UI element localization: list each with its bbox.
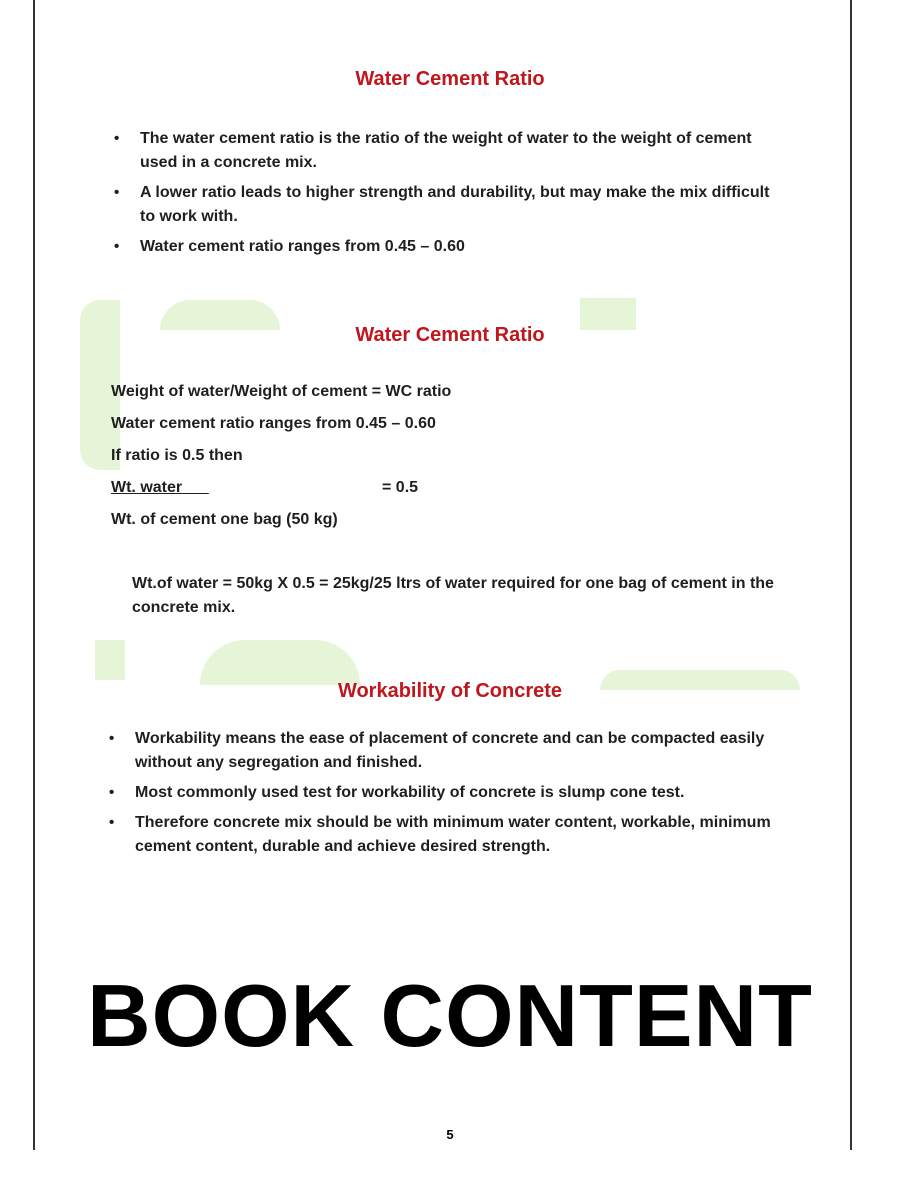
wc-ratio-definition: Weight of water/Weight of cement = WC ratio — [111, 383, 452, 400]
section3-bullet-list — [107, 727, 787, 865]
wc-ratio-range: Water cement ratio ranges from 0.45 – 0.60 — [111, 415, 436, 432]
fraction-denominator: Wt. of cement one bag (50 kg) — [111, 511, 338, 528]
section1-bullet-list — [112, 127, 772, 265]
section1-bullet-1: • The water cement ratio is the ratio of the weight of water to the weight of cement used in a concrete mix. — [112, 127, 772, 175]
section1-bullet-2: • A lower ratio leads to higher strength and durability, but may make the mix difficult to work with. — [112, 181, 772, 229]
page-number: 5 — [446, 1127, 454, 1142]
section3-bullet-2: • Most commonly used test for workability of concrete is slump cone test. — [107, 781, 787, 805]
fraction-result: = 0.5 — [382, 479, 419, 496]
water-calculation — [132, 572, 782, 620]
ratio-condition: If ratio is 0.5 then — [111, 447, 243, 464]
book-content-overlay: BOOK CONTENT — [87, 966, 813, 1065]
section2-title: Water Cement Ratio — [355, 324, 545, 346]
section1-title: Water Cement Ratio — [355, 68, 545, 90]
section3-bullet-1: • Workability means the ease of placement of concrete and can be compacted easily without any segregation and finished. — [107, 727, 787, 775]
water-calculation-text: Wt.of water = 50kg X 0.5 = 25kg/25 ltrs of water required for one bag of cement in the concrete mix. — [132, 575, 774, 616]
section3-bullet-3: • Therefore concrete mix should be with minimum water content, workable, minimum cement content, durable and achieve desired strength. — [107, 811, 787, 859]
numerator-text: Wt. water — [111, 479, 183, 496]
section1-bullet-3: • Water cement ratio ranges from 0.45 – 0.60 — [112, 235, 772, 259]
fraction-numerator — [111, 479, 209, 497]
section3-title: Workability of Concrete — [337, 680, 563, 702]
watermark-shape — [95, 640, 125, 680]
watermark-shape — [200, 640, 360, 685]
